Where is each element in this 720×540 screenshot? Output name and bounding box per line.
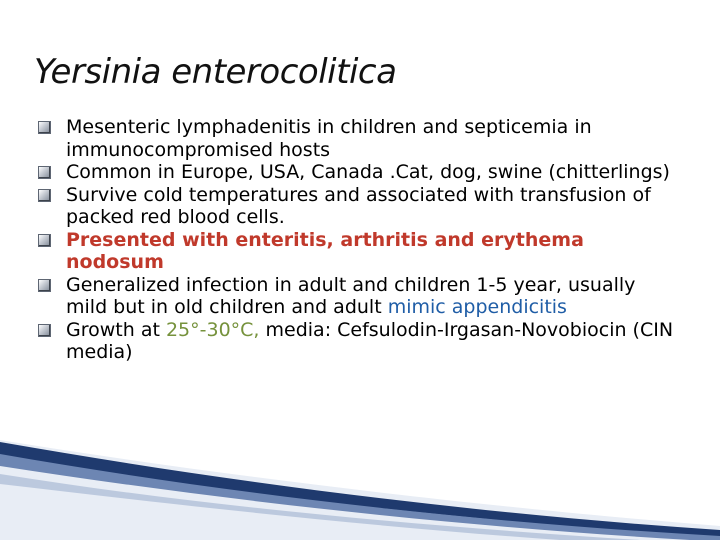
- bullet-text: Presented with enteritis, arthritis and erythema nodosum: [66, 228, 584, 273]
- bullet-text: Mesenteric lymphadenitis in children and septicemia in immunocompromised hosts: [66, 116, 592, 161]
- square-bullet-icon: [38, 166, 51, 179]
- bullet-text: media: Cefsulodin-Irgasan-Novobiocin (CIN media): [66, 318, 674, 363]
- square-bullet-icon: [38, 279, 51, 292]
- bullet-list: [38, 116, 678, 364]
- bullet-item-cold-survival: [38, 184, 678, 229]
- slide-title: Yersinia enterocolitica: [34, 52, 397, 92]
- swoosh-band-dark: [0, 442, 720, 537]
- square-bullet-icon: [38, 189, 51, 202]
- decorative-swoosh: [0, 440, 720, 540]
- bullet-text: Survive cold temperatures and associated with transfusion of packed red blood cells.: [66, 183, 651, 228]
- bullet-text: Generalized infection in adult and children 1-5 year, usually mild but in old children and adult: [66, 273, 636, 318]
- square-bullet-icon: [38, 234, 51, 247]
- bullet-item-lymphadenitis: [38, 116, 678, 161]
- bullet-item-distribution: [38, 161, 678, 184]
- square-bullet-icon: [38, 324, 51, 337]
- square-bullet-icon: [38, 121, 51, 134]
- swoosh-band-pale: [0, 474, 640, 540]
- bullet-text: Growth at: [66, 318, 166, 341]
- swoosh-fill: [0, 440, 720, 540]
- bullet-item-growth: [38, 319, 678, 364]
- bullet-item-generalized-infection: [38, 274, 678, 319]
- swoosh-band-light: [0, 454, 720, 540]
- highlight-appendicitis: mimic appendicitis: [387, 296, 567, 318]
- bullet-item-presentation: [38, 229, 678, 274]
- highlight-temperature: 25°-30°C,: [165, 318, 260, 341]
- bullet-text: Common in Europe, USA, Canada .Cat, dog, swine (chitterlings): [66, 161, 670, 183]
